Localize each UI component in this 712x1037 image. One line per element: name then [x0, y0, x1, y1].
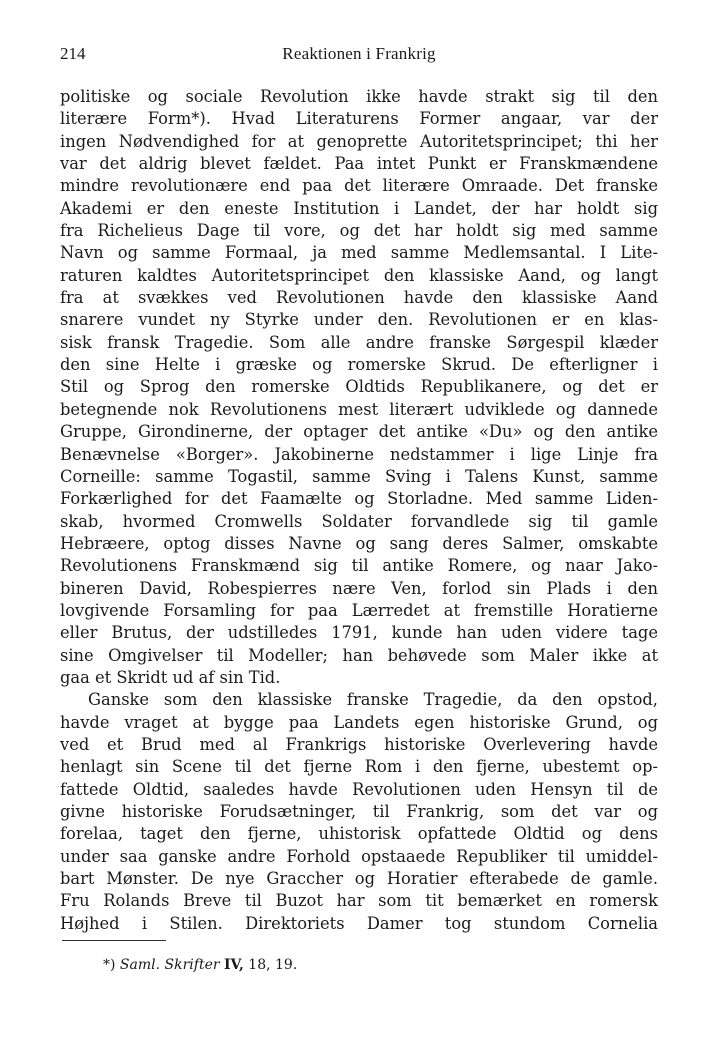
text-line-paragraph-end: gaa et Skridt ud af sin Tid. — [60, 667, 281, 687]
text-line: bineren David, Robespierres nære Ven, forlod sin Plads i den — [60, 578, 658, 598]
text-line: givne historiske Forudsætninger, til Frankrig, som det var og — [60, 802, 658, 821]
text-line: betegnende nok Revolutionens mest literært udviklede og dannede — [60, 399, 658, 419]
text-line: politiske og sociale Revolution ikke havde strakt sig til den — [60, 87, 658, 106]
text-line: henlagt sin Scene til det fjerne Rom i den fjerne, ubestemt op- — [60, 757, 658, 777]
text-line-paragraph-start: Ganske som den klassiske franske Tragedie, da den opstod, — [88, 690, 658, 710]
text-line: Stil og Sprog den romerske Oldtids Republikanere, og det er — [60, 377, 658, 397]
running-title: Reaktionen i Frankrig — [282, 44, 436, 63]
text-line: Gruppe, Girondinerne, der optager det antike «Du» og den antike — [60, 422, 658, 442]
footnote-source: Saml. Skrifter — [119, 957, 220, 973]
page-number: 214 — [60, 44, 86, 63]
text-line: Akademi er den eneste Institution i Landet, der har holdt sig — [60, 198, 658, 218]
text-line: havde vraget at bygge paa Landets egen historiske Grund, og — [60, 712, 658, 732]
footnote-marker: *) — [103, 957, 116, 973]
text-line: fattede Oldtid, saaledes havde Revolutionen uden Hensyn til de — [60, 779, 658, 799]
text-line: Fru Rolands Breve til Buzot har som tit bemærket en romersk — [60, 891, 658, 911]
text-line: Hebræere, optog disses Navne og sang deres Salmer, omskabte — [60, 533, 658, 553]
text-line: fra Richelieus Dage til vore, og det har holdt sig med samme — [60, 221, 658, 241]
running-header — [60, 44, 658, 66]
text-line: ved et Brud med al Frankrigs historiske Overlevering havde — [60, 734, 658, 754]
text-line: literære Form*). Hvad Literaturens Former angaar, var der — [60, 109, 658, 129]
text-line: skab, hvormed Cromwells Soldater forvandlede sig til gamle — [60, 511, 658, 531]
text-line: under saa ganske andre Forhold opstaaede Republiker til umiddel- — [60, 846, 658, 866]
text-line: forelaa, taget den fjerne, uhistorisk opfattede Oldtid og dens — [60, 824, 658, 844]
text-line: raturen kaldtes Autoritetsprincipet den klassiske Aand, og langt — [60, 265, 658, 285]
text-line: Revolutionens Franskmænd sig til antike Romere, og naar Jako- — [60, 556, 658, 576]
text-line: sisk fransk Tragedie. Som alle andre franske Sørgespil klæder — [60, 332, 658, 352]
text-line: var det aldrig blevet fældet. Paa intet Punkt er Franskmændene — [60, 154, 658, 174]
footnote-pages: 18, 19. — [248, 957, 298, 973]
text-line: den sine Helte i græske og romerske Skrud. De efterligner i — [60, 355, 658, 375]
body-text — [60, 86, 658, 935]
text-line: sine Omgivelser til Modeller; han behøvede som Maler ikke at — [60, 645, 658, 665]
text-line: fra at svækkes ved Revolutionen havde den klassiske Aand — [60, 288, 658, 308]
text-line: Højhed i Stilen. Direktoriets Damer tog stundom Cornelia — [60, 913, 658, 933]
text-line: ingen Nødvendighed for at genoprette Autoritetsprincipet; thi her — [60, 131, 658, 151]
text-line: Navn og samme Formaal, ja med samme Medlemsantal. I Lite- — [60, 243, 658, 263]
text-line: Forkærlighed for det Faamælte og Storladne. Med samme Liden- — [60, 489, 658, 509]
footnote-divider — [62, 940, 166, 941]
text-line: bart Mønster. De nye Graccher og Horatier efterabede de gamle. — [60, 869, 658, 889]
text-line: eller Brutus, der udstilledes 1791, kunde han uden videre tage — [60, 623, 658, 643]
footnote — [103, 957, 297, 973]
text-line: snarere vundet ny Styrke under den. Revolutionen er en klas- — [60, 310, 658, 330]
text-line: lovgivende Forsamling for paa Lærredet at fremstille Horatierne — [60, 600, 658, 620]
text-line: Benævnelse «Borger». Jakobinerne nedstammer i lige Linje fra — [60, 444, 658, 464]
text-line: Corneille: samme Togastil, samme Sving i Talens Kunst, samme — [60, 466, 658, 486]
text-line: mindre revolutionære end paa det literære Omraade. Det franske — [60, 176, 658, 196]
footnote-volume: IV, — [224, 957, 244, 973]
